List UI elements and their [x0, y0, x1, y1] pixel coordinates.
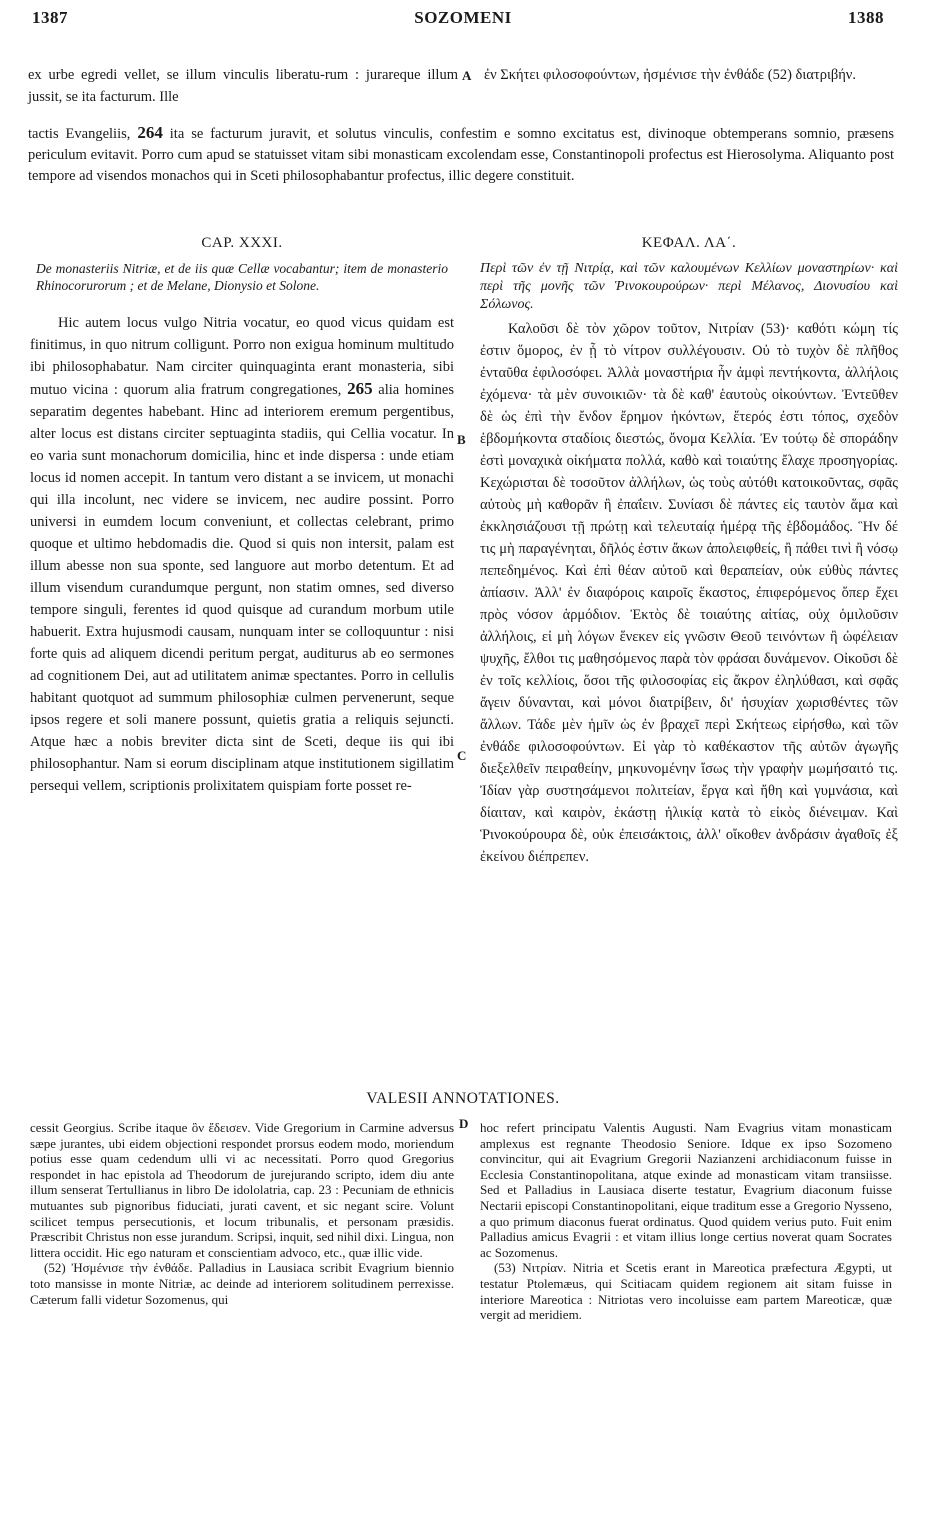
left-page-number: 1387 — [32, 8, 68, 27]
intro-greek-lines: ἐν Σκήτει φιλοσοφούντων, ἠσμένισε τὴν ἐνθάδε (52) διατριβήν. — [484, 67, 856, 83]
right-page-number: 1388 — [848, 8, 884, 27]
annotations-right-column — [480, 1120, 892, 1323]
latin-chapter-text — [30, 312, 454, 797]
column-number-264: 264 — [137, 123, 163, 142]
annotation-note-53: (53) Νιτρίαν. Nitria et Scetis erant in Mareotica præfectura Ægypti, ut testatur Ptolemæus, qui Scitiacam quidem regionem ait sitam fuisse in interiore Mareotica : Nitriotas vero incoluisse eam partem Mareoticæ, quæ vergit ad meridiem. — [480, 1260, 892, 1323]
annotations-title: VALESII ANNOTATIONES. — [366, 1090, 560, 1107]
intro-latin-lines: ex urbe egredi vellet, se illum vinculis liberatu-rum : jurareque illum jussit, se ita facturum. Ille — [28, 67, 458, 105]
intro-text-rest: ita se facturum juravit, et solutus vinculis, confestim e somno excitatus est, divinoque obtemperans somnio, præsens periculum evitavit. Porro cum apud se statuisset vitam sibi monasticam excolendam esse, Constantinopoli profectus est Hierosolyma. Aliquanto post tempore ad visendos monachos qui in Sceti philosophabantur profectus, illic degere constituit. — [28, 126, 895, 184]
latin-text-start: Hic autem locus vulgo Nitria vocatur, eo quod vicus quidam est finitimus, in quo nitrum colligunt. Porro non exigua hominum multitudo ibi philosophabatur. Nam circiter quinquaginta erant monasteria, sibi mutuo vicina : quorum alia fratrum congregationes, — [30, 315, 454, 398]
margin-marker-b: B — [457, 432, 466, 447]
latin-text-rest: alia homines separatim degentes habebant. Hinc ad interiorem eremum pergentibus, alter locus est distans circiter septuaginta stadiis, qui Cellia vocatur. In eo varia sunt monachorum domicilia, hinc et inde dispersa : unde etiam locus id nomen accepit. In tantum vero distant a se invicem, ut monachi qui illa incolunt, nec videre se invicem, nec audire possint. Porro universi in eumdem locum conveniunt, et collectas celebrant, primo quoque et ultimo hebdomadis die. Quod si quis non intersit, palam est illum abesse non sua sponte, sed languore aut morbo detentum. Et ad illum visendum curandumque pergunt, non statim omnes, sed diverso tempore singuli, ferentes id quod quisque ad curandum morbum utile habuerit. Extra hujusmodi causam, nunquam inter se colloquuntur : nisi forte quis ad aliquem dicendi peritum pergat, auditurus ab eo sermones ad cognitionem Dei, aut ad utilitatem animæ spectantes. Porro in cellulis habitant quotquot ad summum philosophiæ culmen pervenerunt, seque ipsos regere et soli manere possunt, quietis gratia a reliquis sejuncti. Atque hæc a nobis breviter dicta sint de Sceti, deque iis qui ibi philosophantur. Nam si eorum disciplinam atque institutionem sigillatim persequi vellem, scriptionis prolixitatem quispiam forte posset re- — [30, 382, 454, 794]
intro-text-start: tactis Evangeliis, — [28, 126, 131, 142]
intro-full-width-paragraph — [28, 122, 894, 187]
annotation-paragraph: cessit Georgius. Scribe itaque ὃν ἔδεισεν. Vide Gregorium in Carmine adversus sæpe jurantes, ubi eidem objectioni respondet prorsus eodem modo, moriendum potius esse quam cedendum ulli vi ac necessitati. Porro quod Gregorius respondet in hac epistola ad Theodorum de jurejurando scripto, idem diu ante illum senserat Tertullianus in libro De idololatria, cap. 23 : Pecuniam de ethnicis mutuantes sub pignoribus fiduciati, jurati cavent, et sic negant scire. Volunt scilicet tempus persecutionis, et locum tribunalis, et personam præsidis. Præscribit Christus non esse jurandum. Scripsi, inquit, sed nihil dixi. Lingua, non littera occidit. Hic ego naturam et conscientiam advoco, etc., quæ illic vide. — [30, 1120, 454, 1260]
greek-chapter-title: ΚΕΦΑΛ. ΛΑ΄. — [641, 235, 737, 251]
latin-chapter-title: CAP. XXXI. — [201, 235, 283, 251]
greek-chapter-text: Καλοῦσι δὲ τὸν χῶρον τοῦτον, Νιτρίαν (53)· καθότι κώμη τίς ἐστιν ὅμορος, ἐν ᾗ τὸ νίτρον συλλέγουσιν. Οὐ τὸ τυχὸν δὲ πλῆθος ἐνταῦθα ἐφιλοσόφει. Ἀλλὰ μοναστήρια ἦν ἀμφὶ πεντήκοντα, ἀλλήλοις ἐχόμενα· τὰ μὲν συνοικιῶν· τὰ δὲ καθ' ἑαυτοὺς οἰκούντων. Ἐντεῦθεν δὲ ὡς ἐπὶ τὴν ἔνδον ἔρημον ἡκόντων, ἕτερός ἐστι τόπος, σχεδὸν ἑβδομήκοντα σταδίοις διεστώς, ὄνομα Κελλία. Ἐν τούτῳ δὲ σποράδην ἐστὶ μοναχικὰ οἰκήματα πολλά, καθὸ καὶ τοιαύτης ἔλαχε προσηγορίας. Κεχώρισται δὲ τοσοῦτον ἀλλήλων, ὡς τοὺς αὐτόθι κατοικοῦντας, σφᾶς αὐτοὺς μὴ καθορᾶν ἢ ἐπαΐειν. Συνίασι δὲ πάντες εἰς ταυτὸν ἅμα καὶ ἐκκλησιάζουσι τῇ πρώτῃ καὶ τελευταίᾳ ἡμέρᾳ τῆς ἑβδομάδος. Ἣν δέ τις μὴ παραγένηται, δῆλός ἐστιν ἄκων ἀπολειφθείς, ἢ πάθει τινὶ ἢ νόσῳ πεπεδημένος. Καὶ ἐπὶ θέαν αὐτοῦ καὶ θεραπείαν, οὐκ εὐθὺς πάντες ἀπίασιν. Ἀλλ' ἐν διαφόροις καιροῖς ἕκαστος, ἐπιφερόμενος ὅπερ ἔχει πρὸς νόσον ἁρμόδιον. Ἐκτὸς δὲ τοιαύτης αἰτίας, οὐχ ὁμιλοῦσιν ἀλλήλοις, εἰ μὴ λόγων ἕνεκεν εἰς γνῶσιν Θεοῦ τεινόντων ἢ ὠφέλειαν ψυχῆς, ἔλθοι τις μαθησόμενος παρὰ τὸν φράσαι δυνάμενον. Οἰκοῦσι δὲ ἐν τοῖς κελλίοις, ὅσοι τῆς φιλοσοφίας εἰς ἄκρον ἐληλύθασι, καὶ σφᾶς ἄγειν δύνανται, καὶ μόνοι διατρίβειν, δι' ἡσυχίαν χωρισθέντες τῶν ἄλλων. Τάδε μὲν ἡμῖν ὡς ἐν βραχεῖ περὶ Σκήτεως εἰρήσθω, καὶ τῶν ἐνθάδε φιλοσοφούντων. Εἰ γὰρ τὸ καθέκαστον τῆς αὐτῶν ἀγωγῆς διεξελθεῖν πειραθείην, μηκυνομένην ἴσως τὴν γραφὴν μωμήσαιτό τις. Ἰδίαν γὰρ συστησάμενοι πολιτείαν, ἔργα καὶ ἤθη καὶ γυμνάσια, καὶ δίαιταν, καὶ καιρὸν, ἑκάστῃ ἡλικίᾳ κατὰ τὸ εἰκὸς διένειμαν. Καὶ Ῥινοκούρουρα δὲ, οὐκ ἐπεισάκτοις, ἀλλ' οἴκοθεν ἀνδράσιν ἀγαθοῖς ἐξ ἐκείνου διέπρεπεν. — [480, 321, 898, 865]
greek-column — [480, 232, 898, 868]
margin-marker-c: C — [457, 748, 467, 763]
annotation-note-52: (52) Ἠσμένισε τὴν ἐνθάδε. Palladius in Lausiaca scribit Evagrium biennio toto mansisse in monte Nitriæ, ac deinde ad interiorem solitudinem perrexisse. Cæterum falli videtur Sozomenus, qui — [30, 1260, 454, 1307]
column-number-265: 265 — [347, 379, 373, 398]
margin-marker-d: D — [459, 1116, 469, 1131]
running-title: SOZOMENI — [414, 8, 512, 27]
greek-chapter-summary: Περὶ τῶν ἐν τῇ Νιτρίᾳ, καὶ τῶν καλουμένων Κελλίων μοναστηρίων· καὶ περὶ τῆς μονῆς τῶν Ῥινοκουρούρων· περὶ Μέλανος, Διονυσίου καὶ Σόλωνος. — [480, 261, 898, 312]
annotation-paragraph: hoc refert principatu Valentis Augusti. Nam Evagrius vitam monasticam amplexus est regnante Theodosio Seniore. Idque ex ipso Sozomeno convincitur, qui ait Evagrium Gregorii Nazianzeni archidiaconum fuisse in Ecclesia Constantinopolitana, atque exinde ad monasticam vitam transiisse. Sed et Palladius in Lausiaca diserte testatur, Evagrium diaconum fuisse Nectarii episcopi Constantinopolitani, eique traditum esse a Gregorio Nysseno, a quo primum diaconus fuerat ordinatus. Quod quidem verius puto. Fuit enim Palladius amicus Evagrii : et vitam illius longe certius noverat quam Socrates ac Sozomenus. — [480, 1120, 892, 1260]
annotations-left-column — [30, 1120, 454, 1307]
latin-chapter-summary: De monasteriis Nitriæ, et de iis quæ Cellæ vocabantur; item de monasterio Rhinocorurorum ; et de Melane, Dionysio et Solone. — [36, 261, 448, 293]
latin-column — [30, 232, 454, 797]
margin-marker-a: A — [462, 68, 472, 83]
